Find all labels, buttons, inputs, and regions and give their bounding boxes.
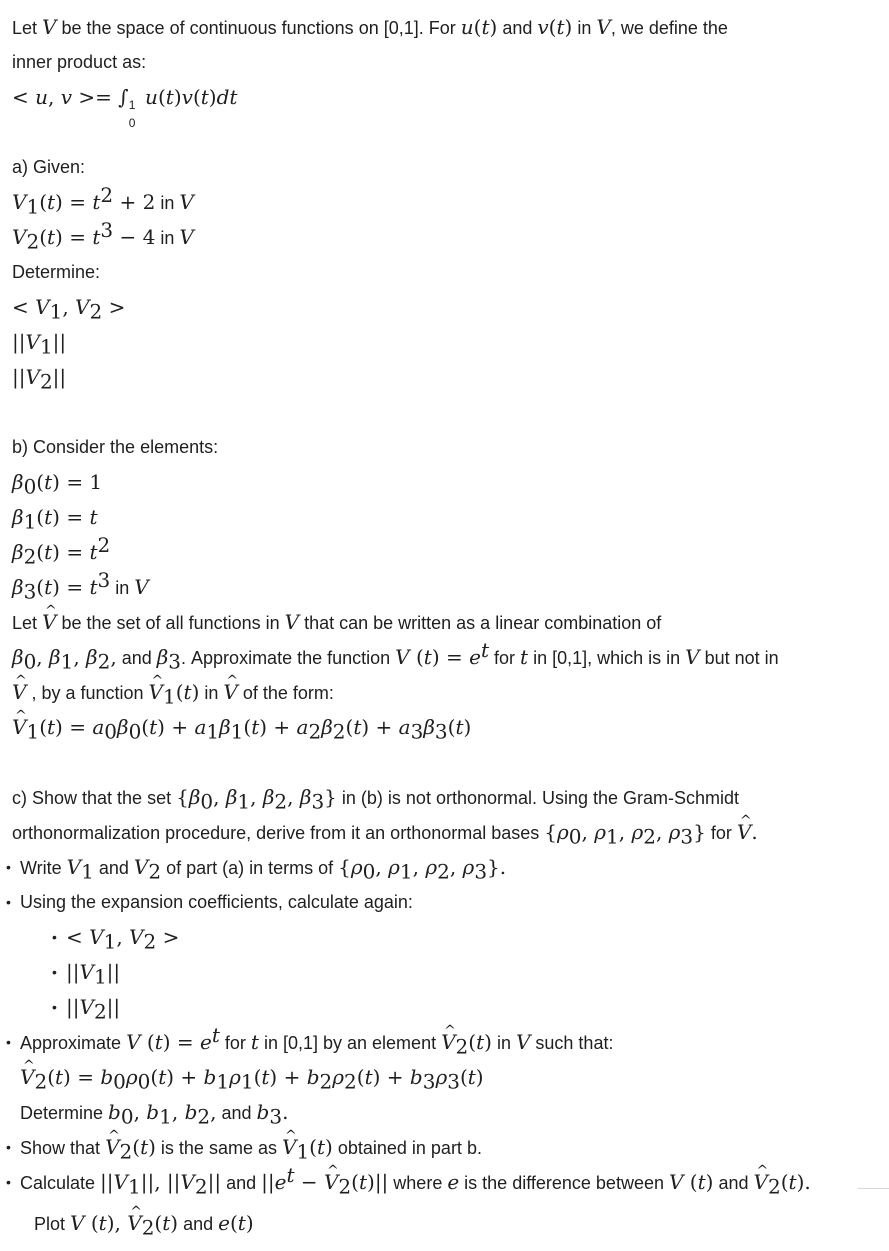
part-c-paragraph-1: c) Show that the set {$\beta_0$, $\beta_1$, $\beta_2$, $\beta_3$} in (b) is not orthonormal. Using the Gram-Schmidt [12, 785, 740, 814]
list-item: • Calculate $||V_1||$, $||V_2||$ and $||e^t$ − ^ $V_2(t)||$ where e is the difference between V (t) and ^ $V_2(t)$. [12, 1165, 877, 1200]
part-a-determine: Determine: [12, 262, 101, 282]
list-item: • Using the expansion coefficients, calculate again: [12, 885, 877, 920]
part-a-v1: $V_1(t) = t^2 + 2$ in V [12, 183, 194, 219]
intro-line-2: inner product as: [12, 52, 147, 72]
bullet-icon: • [6, 894, 11, 910]
part-a-v2: $V_2(t) = t^3 - 4$ in V [12, 218, 194, 254]
part-b-beta1: $\beta_1(t) = t$ [12, 505, 98, 534]
list-item: • Write $V_1$ and $V_2$ of part (a) in terms of {$\rho_0$, $\rho_1$, $\rho_2$, $\rho_3$}. [12, 850, 877, 885]
part-a-heading: a) Given: [12, 157, 86, 177]
divider [858, 1188, 889, 1189]
part-b-beta2: $\beta_2(t) = t^2$ [12, 533, 111, 569]
part-b-paragraph-3: ^ V , by a function ^ $V_1(t)$ in ^ V of the form: [12, 675, 877, 710]
list-item-continuation: Determine $b_0$, $b_1$, $b_2$, and $b_3$. [20, 1100, 289, 1129]
list-item-continuation: ^ $V_2(t) = b_0\rho_0(t) + b_1\rho_1(t) + b_2\rho_2(t) + b_3\rho_3(t)$ [12, 1060, 877, 1095]
part-b-heading: b) Consider the elements: [12, 437, 219, 457]
part-b-paragraph-2: $\beta_0$, $\beta_1$, $\beta_2$, and $\beta_3$. Approximate the function V $(t) = e^t$ for t in [0,1], which is in V but not in [12, 638, 779, 674]
bullet-icon: • [6, 1139, 11, 1155]
bullet-icon: • [6, 1174, 11, 1190]
list-item: • < $V_1$, $V_2$ > [12, 920, 877, 955]
bullet-icon: • [52, 929, 57, 945]
list-item: • Show that ^ $V_2(t)$ is the same as ^ $V_1(t)$ obtained in part b. [12, 1130, 877, 1165]
bullet-icon: • [6, 1034, 11, 1050]
intro-line-1: Let V be the space of continuous functions on [0,1]. For u(t) and v(t) in V, we define the [12, 15, 728, 39]
list-item: • Approximate V $(t) = e^t$ for t in [0,1] by an element ^ $V_2(t)$ in V such that: [12, 1025, 877, 1060]
list-item: • $||V_2||$ [12, 990, 877, 1025]
list-item: • $||V_1||$ [12, 955, 877, 990]
bullet-icon: • [52, 964, 57, 980]
bullet-icon: • [6, 859, 11, 875]
part-b-approximation-formula: ^ $V_1(t) = a_0\beta_0(t) + a_1\beta_1(t) + a_2\beta_2(t) + a_3\beta_3(t)$ [12, 710, 877, 745]
bullet-icon: • [52, 999, 57, 1015]
part-c-paragraph-2: orthonormalization procedure, derive from it an orthonormal bases {$\rho_0$, $\rho_1$, $\rho_2$, $\rho_3$} for ^ V. [12, 815, 877, 850]
part-b-beta3: $\beta_3(t) = t^3$ in V [12, 568, 149, 604]
part-a-inner-product: < $V_1$, $V_2$ > [12, 295, 126, 324]
inner-product-definition: < u, v >= ∫ 1 0 u(t)v(t)dt [12, 85, 238, 130]
part-a-norm-v1: $||V_1||$ [12, 330, 67, 359]
part-b-paragraph-1: Let ^ V be the set of all functions in V that can be written as a linear combination of [12, 605, 877, 640]
list-item-continuation: Plot V (t), ^ $V_2(t)$ and e(t) [12, 1206, 877, 1241]
part-b-beta0: $\beta_0(t) = 1$ [12, 470, 103, 499]
part-c-task-list [6, 850, 877, 1241]
part-a-norm-v2: $||V_2||$ [12, 365, 67, 394]
